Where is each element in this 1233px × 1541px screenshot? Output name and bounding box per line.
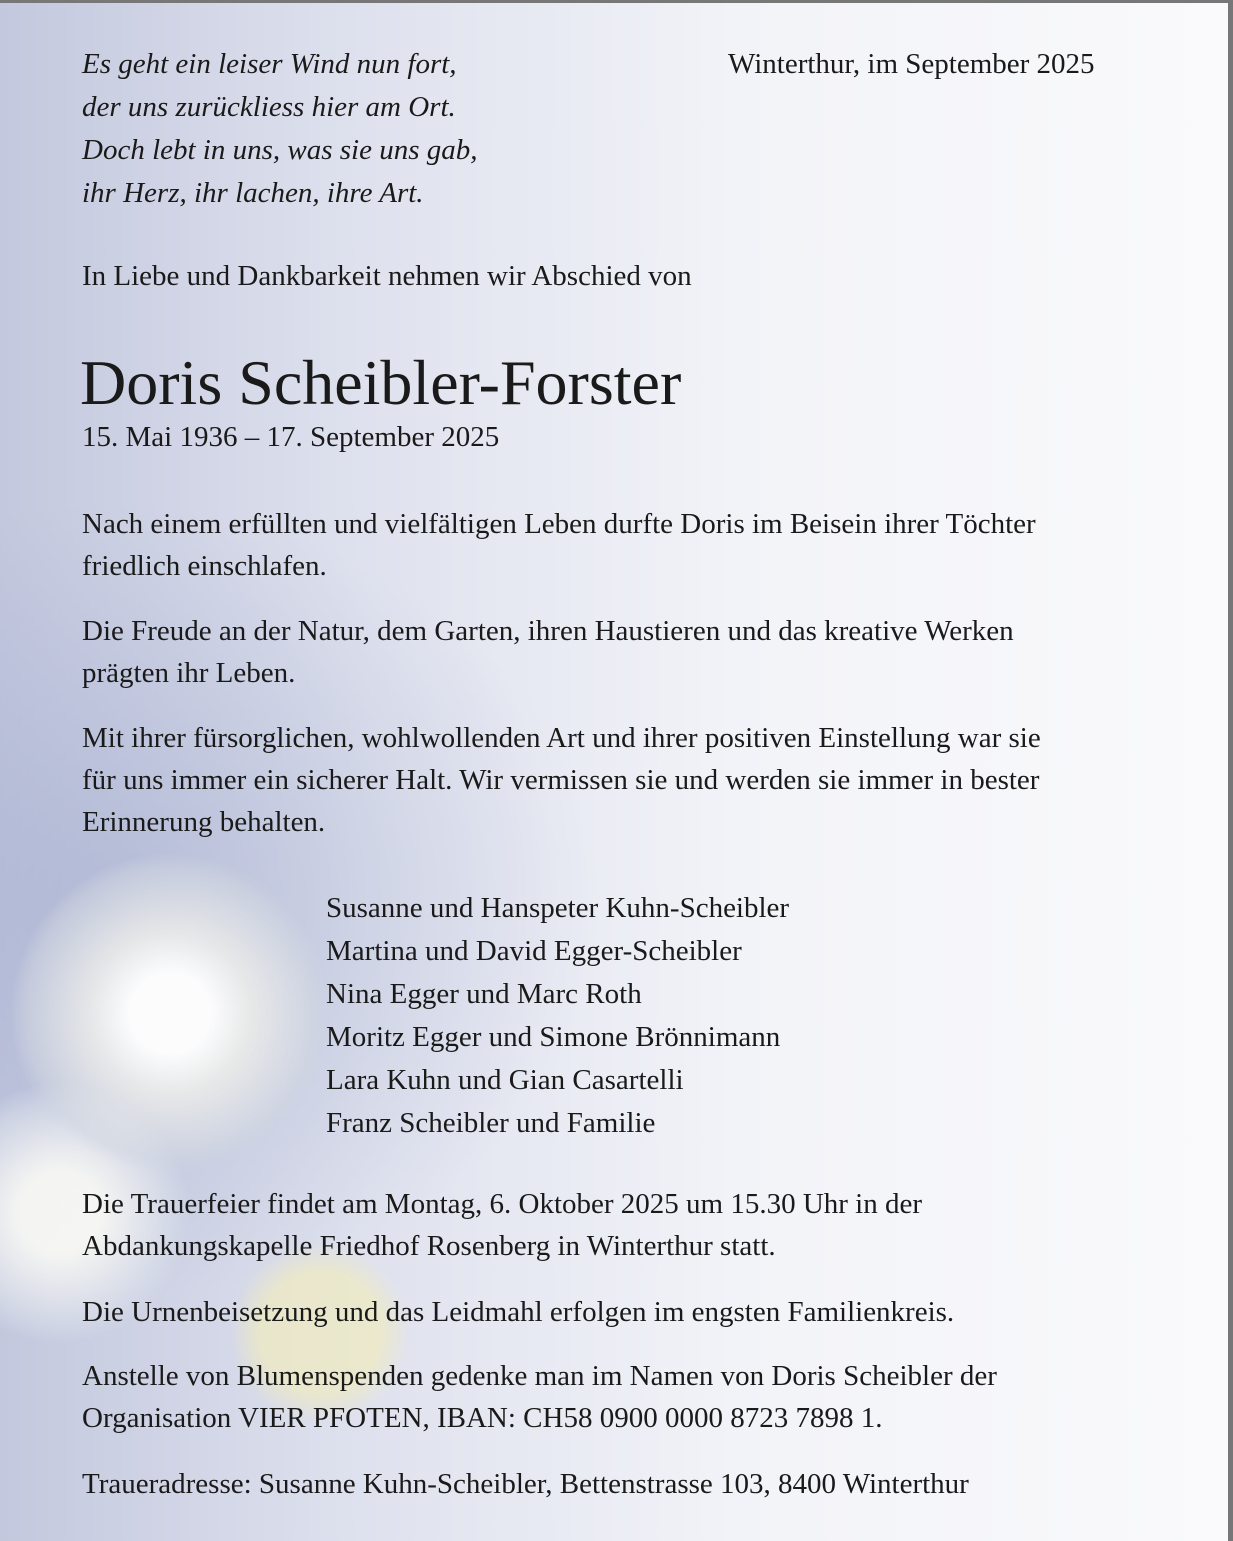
donation-notice [82, 1355, 997, 1439]
text-line: für uns immer ein sicherer Halt. Wir vermissen sie und werden sie immer in bester [82, 764, 1040, 796]
family-member: Nina Egger und Marc Roth [326, 978, 642, 1010]
life-dates: 15. Mai 1936 – 17. September 2025 [82, 421, 500, 453]
funeral-notice [82, 1183, 922, 1267]
obituary-page [0, 3, 1228, 1541]
family-member: Franz Scheibler und Familie [326, 1107, 656, 1139]
poem-line: der uns zurückliess hier am Ort. [82, 91, 456, 123]
intro-text: In Liebe und Dankbarkeit nehmen wir Abschied von [82, 260, 692, 292]
paragraph [82, 503, 1036, 587]
burial-notice [82, 1291, 954, 1333]
family-member: Martina und David Egger-Scheibler [326, 935, 742, 967]
text-line: Die Urnenbeisetzung und das Leidmahl erfolgen im engsten Familienkreis. [82, 1296, 955, 1328]
text-line: Traueradresse: Susanne Kuhn-Scheibler, Bettenstrasse 103, 8400 Winterthur [82, 1468, 969, 1500]
text-line: prägten ihr Leben. [82, 657, 296, 689]
mourning-address [82, 1463, 969, 1505]
poem-line: Doch lebt in uns, was sie uns gab, [82, 134, 478, 166]
poem-line: Es geht ein leiser Wind nun fort, [82, 48, 457, 80]
text-line: Die Freude an der Natur, dem Garten, ihren Haustieren und das kreative Werken [82, 615, 1014, 647]
poem-line: ihr Herz, ihr lachen, ihre Art. [82, 177, 424, 209]
place-date: Winterthur, im September 2025 [728, 48, 1095, 80]
family-member: Moritz Egger und Simone Brönnimann [326, 1021, 781, 1053]
text-line: Organisation VIER PFOTEN, IBAN: CH58 0900 0000 8723 7898 1. [82, 1402, 883, 1434]
text-line: Abdankungskapelle Friedhof Rosenberg in Winterthur statt. [82, 1230, 776, 1262]
family-member: Susanne und Hanspeter Kuhn-Scheibler [326, 892, 790, 924]
family-member: Lara Kuhn und Gian Casartelli [326, 1064, 684, 1096]
text-line: friedlich einschlafen. [82, 550, 327, 582]
family-list [326, 887, 789, 1145]
text-line: Erinnerung behalten. [82, 806, 326, 838]
deceased-name: Doris Scheibler-Forster [80, 347, 682, 418]
paragraph [82, 717, 1041, 843]
text-line: Anstelle von Blumenspenden gedenke man im Namen von Doris Scheibler der [82, 1360, 997, 1392]
poem [82, 43, 478, 215]
paragraph [82, 610, 1014, 694]
text-line: Mit ihrer fürsorglichen, wohlwollenden Art und ihrer positiven Einstellung war sie [82, 722, 1041, 754]
text-line: Nach einem erfüllten und vielfältigen Leben durfte Doris im Beisein ihrer Töchter [82, 508, 1036, 540]
text-line: Die Trauerfeier findet am Montag, 6. Oktober 2025 um 15.30 Uhr in der [82, 1188, 923, 1220]
